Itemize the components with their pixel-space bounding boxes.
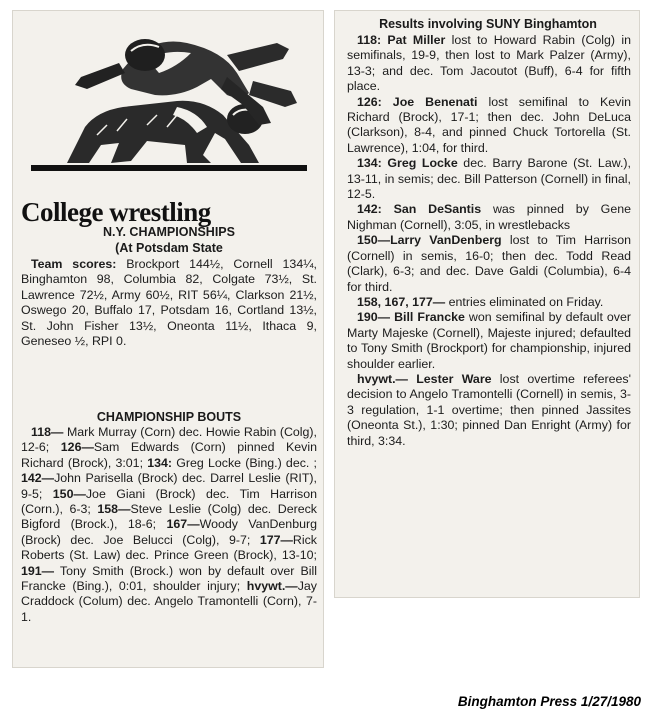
wrestlers-illustration <box>27 15 311 181</box>
bout-weight: 134: <box>147 455 173 470</box>
bout-weight: 167— <box>166 517 200 532</box>
result-wrestler: 118: Pat Miller <box>357 33 446 47</box>
championship-bouts-paragraph <box>21 425 317 625</box>
result-text: lost overtime referees' decision to Angelo Tramontelli (Cornell) in semis, 3-3 regulation, 1-1 overtime; then pinned Jassites (Oneonta St.), 1:30; pinned Dan Enright (Army) for third, 3:34. <box>347 371 631 448</box>
result-wrestler: 134: Greg Locke <box>357 156 458 171</box>
bout-result: Woody VanDenburg (Brock) dec. Joe Belucci (Colg), 9-7; <box>21 517 317 547</box>
result-entry <box>347 233 631 295</box>
team-scores-label: Team scores: <box>31 257 117 271</box>
result-text: lost to Tim Harrison (Cornell) in semis, 16-0; then dec. Todd Read (Clark), 6-3; and dec. Dave Galdi (Columbia), 6-4 for third. <box>347 233 631 294</box>
result-entry <box>347 33 631 95</box>
result-wrestler: 190— Bill Francke <box>357 310 465 325</box>
result-wrestler: 150—Larry VanDenberg <box>357 233 502 248</box>
bout-result: Mark Murray (Corn) dec. Howie Rabin (Colg), 12-6; <box>21 425 317 455</box>
result-wrestler: 142: San DeSantis <box>357 202 482 217</box>
result-entry <box>347 202 631 233</box>
result-text: lost to Howard Rabin (Colg) in semifinals, 19-9, then lost to Mark Palzer (Army), 13-3; and dec. Tom Jacoutot (Buff), 6-4 for fifth place. <box>347 33 631 94</box>
result-wrestler: 158, 167, 177— <box>357 294 446 309</box>
championship-bouts-heading: CHAMPIONSHIP BOUTS <box>96 410 242 424</box>
result-entry <box>347 372 631 449</box>
result-text: was pinned by Gene Nighman (Cornell), 3:05, in wrestlebacks <box>347 202 631 232</box>
bout-weight: 126— <box>60 440 94 455</box>
bout-weight: 142— <box>21 471 55 486</box>
right-column-clipping <box>334 10 640 598</box>
headline: College wrestling <box>21 197 211 227</box>
subhead-location: (At Potsdam State <box>115 241 223 255</box>
result-wrestler: hvywt.— Lester Ware <box>357 371 492 386</box>
bout-result: Steve Leslie (Colg) dec. Dereck Bigford (Brock.), 18-6; <box>21 502 318 532</box>
bout-result: Tony Smith (Brock.) won by default over Bill Francke (Bing.), 0:01, shoulder injury; <box>21 563 317 594</box>
results-list <box>347 33 631 449</box>
result-entry <box>347 95 631 157</box>
result-text: lost semifinal to Kevin Richard (Brock), 17-1; then dec. John DeLuca (Clarkson), 8-4, and pinned Chuck Tortorella (St. Lawrence), 1:04, for third. <box>347 94 631 155</box>
result-text: entries eliminated on Friday. <box>445 294 604 309</box>
bout-weight: 150— <box>52 486 86 501</box>
result-entry <box>347 310 631 372</box>
bout-result: Joe Giani (Brock) dec. Tim Harrison (Corn.), 6-3; <box>21 486 317 517</box>
left-column-clipping <box>12 10 324 668</box>
bout-weight: 177— <box>259 532 293 547</box>
bout-weight: 118— <box>31 425 64 439</box>
result-wrestler: 126: Joe Benenati <box>357 94 478 109</box>
bout-weight: 158— <box>97 502 131 517</box>
team-scores-paragraph <box>21 257 317 349</box>
bout-result: Rick Roberts (St. Law) dec. Prince Green (Brock), 13-10; <box>21 532 317 563</box>
bout-result: Greg Locke (Bing.) dec. ; <box>172 455 317 470</box>
subhead-championships: N.Y. CHAMPIONSHIPS <box>103 225 235 239</box>
result-text: won semifinal by default over Marty Majeske (Cornell), Majeste injured; defaulted to Tony Smith (Brockport) for championship, injured shoulder earlier. <box>347 310 632 371</box>
results-heading: Results involving SUNY Binghamton <box>379 17 597 31</box>
bout-result: Sam Edwards (Corn) pinned Kevin Richard (Brock), 3:01; <box>21 440 317 470</box>
result-text: dec. Barry Barone (St. Law.), 13-11, in semis; dec. Bill Patterson (Cornell) in final, 12-5. <box>347 156 631 202</box>
team-scores-text: Brockport 144½, Cornell 134¼, Binghamton 98, Columbia 82, Colgate 73½, St. Lawrence 72½, Army 60½, RIT 56¼, Clarkson 21½, Oswego 20, Buffalo 17, Potsdam 16, Cortland 13½, St. John Fisher 13½, Oneonta 11½, Ithaca 9, Geneseo ½, RPI 0. <box>21 257 317 349</box>
result-entry <box>347 295 631 310</box>
bout-weight: hvywt.— <box>246 579 298 594</box>
bout-result: Jay Craddock (Colum) dec. Angelo Tramontelli (Corn), 7-1. <box>21 579 317 624</box>
bout-result: John Parisella (Brock) dec. Darrel Leslie (RIT), 9-5; <box>21 471 317 501</box>
bout-weight: 191— <box>21 563 55 578</box>
result-entry <box>347 156 631 202</box>
source-caption: Binghamton Press 1/27/1980 <box>457 694 641 709</box>
